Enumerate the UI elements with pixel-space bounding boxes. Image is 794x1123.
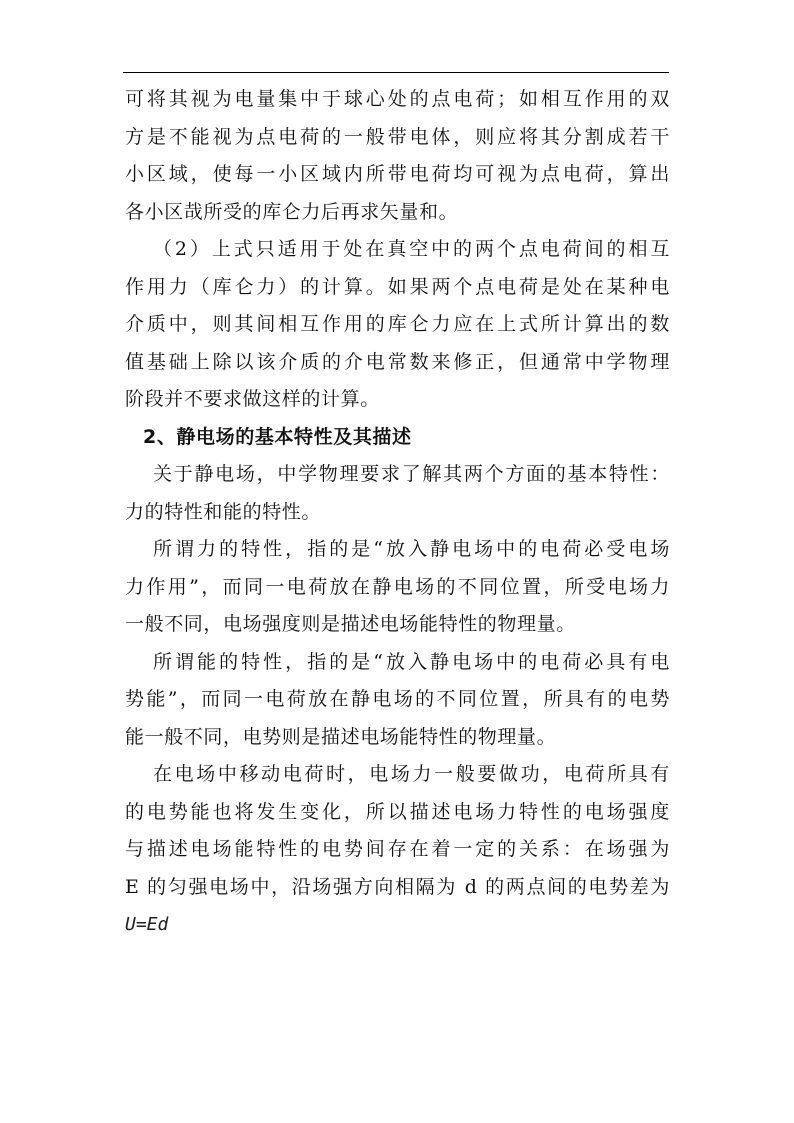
text-line: 介质中，则其间相互作用的库仑力应在上式所计算出的数 (125, 313, 670, 335)
text-line: 可将其视为电量集中于球心处的点电荷；如相互作用的双 (125, 88, 670, 110)
text-line: 在电场中移动电荷时，电场力一般要做功，电荷所具有 (153, 763, 670, 785)
text-line: 力作用”，而同一电荷放在静电场的不同位置，所受电场力 (125, 575, 670, 598)
text-line: 势能”，而同一电荷放在静电场的不同位置，所具有的电势 (125, 688, 670, 710)
paragraph-intro (125, 456, 670, 531)
text-line: 力的特性和能的特性。 (125, 500, 322, 523)
text-line: （2）上式只适用于处在真空中的两个点电荷间的相互 (153, 238, 670, 260)
text-line: 能一般不同，电势则是描述电场能特性的物理量。 (125, 725, 557, 748)
text-line: 的电势能也将发生变化，所以描述电场力特性的电场强度 (125, 800, 670, 823)
text-line: 阶段并不要求做这样的计算。 (125, 388, 380, 410)
header-rule (123, 72, 669, 73)
text-line: 一般不同，电场强度则是描述电场能特性的物理量。 (125, 613, 576, 635)
text-line: 作用力（库仑力）的计算。如果两个点电荷是处在某种电 (125, 275, 670, 298)
section-heading: 2、静电场的基本特性及其描述 (143, 425, 412, 448)
text-line: 方是不能视为点电荷的一般带电体，则应将其分割成若干 (125, 125, 670, 148)
paragraph-field-relation (125, 756, 670, 906)
text-line: 值基础上除以该介质的介电常数来修正，但通常中学物理 (125, 350, 670, 373)
formula: U=Ed (125, 914, 169, 935)
document-body (125, 81, 670, 944)
paragraph-energy-property (125, 644, 670, 757)
text-line: 与描述电场能特性的电势间存在着一定的关系：在场强为 (125, 838, 670, 860)
text-line: 所谓能的特性，指的是“放入静电场中的电荷必具有电 (153, 650, 670, 673)
paragraph-force-property (125, 531, 670, 644)
text-line: 小区域，使每一小区域内所带电荷均可视为点电荷，算出 (125, 163, 670, 185)
text-line: 各小区哉所受的库仑力后再求矢量和。 (125, 200, 459, 223)
paragraph-note-2 (125, 231, 670, 419)
text-line: 所谓力的特性，指的是“放入静电场中的电荷必受电场 (153, 538, 670, 560)
text-line: E 的匀强电场中，沿场强方向相隔为 d 的两点间的电势差为 (125, 875, 670, 898)
paragraph-continuation (125, 81, 670, 231)
text-line: 关于静电场，中学物理要求了解其两个方面的基本特性： (153, 463, 670, 485)
